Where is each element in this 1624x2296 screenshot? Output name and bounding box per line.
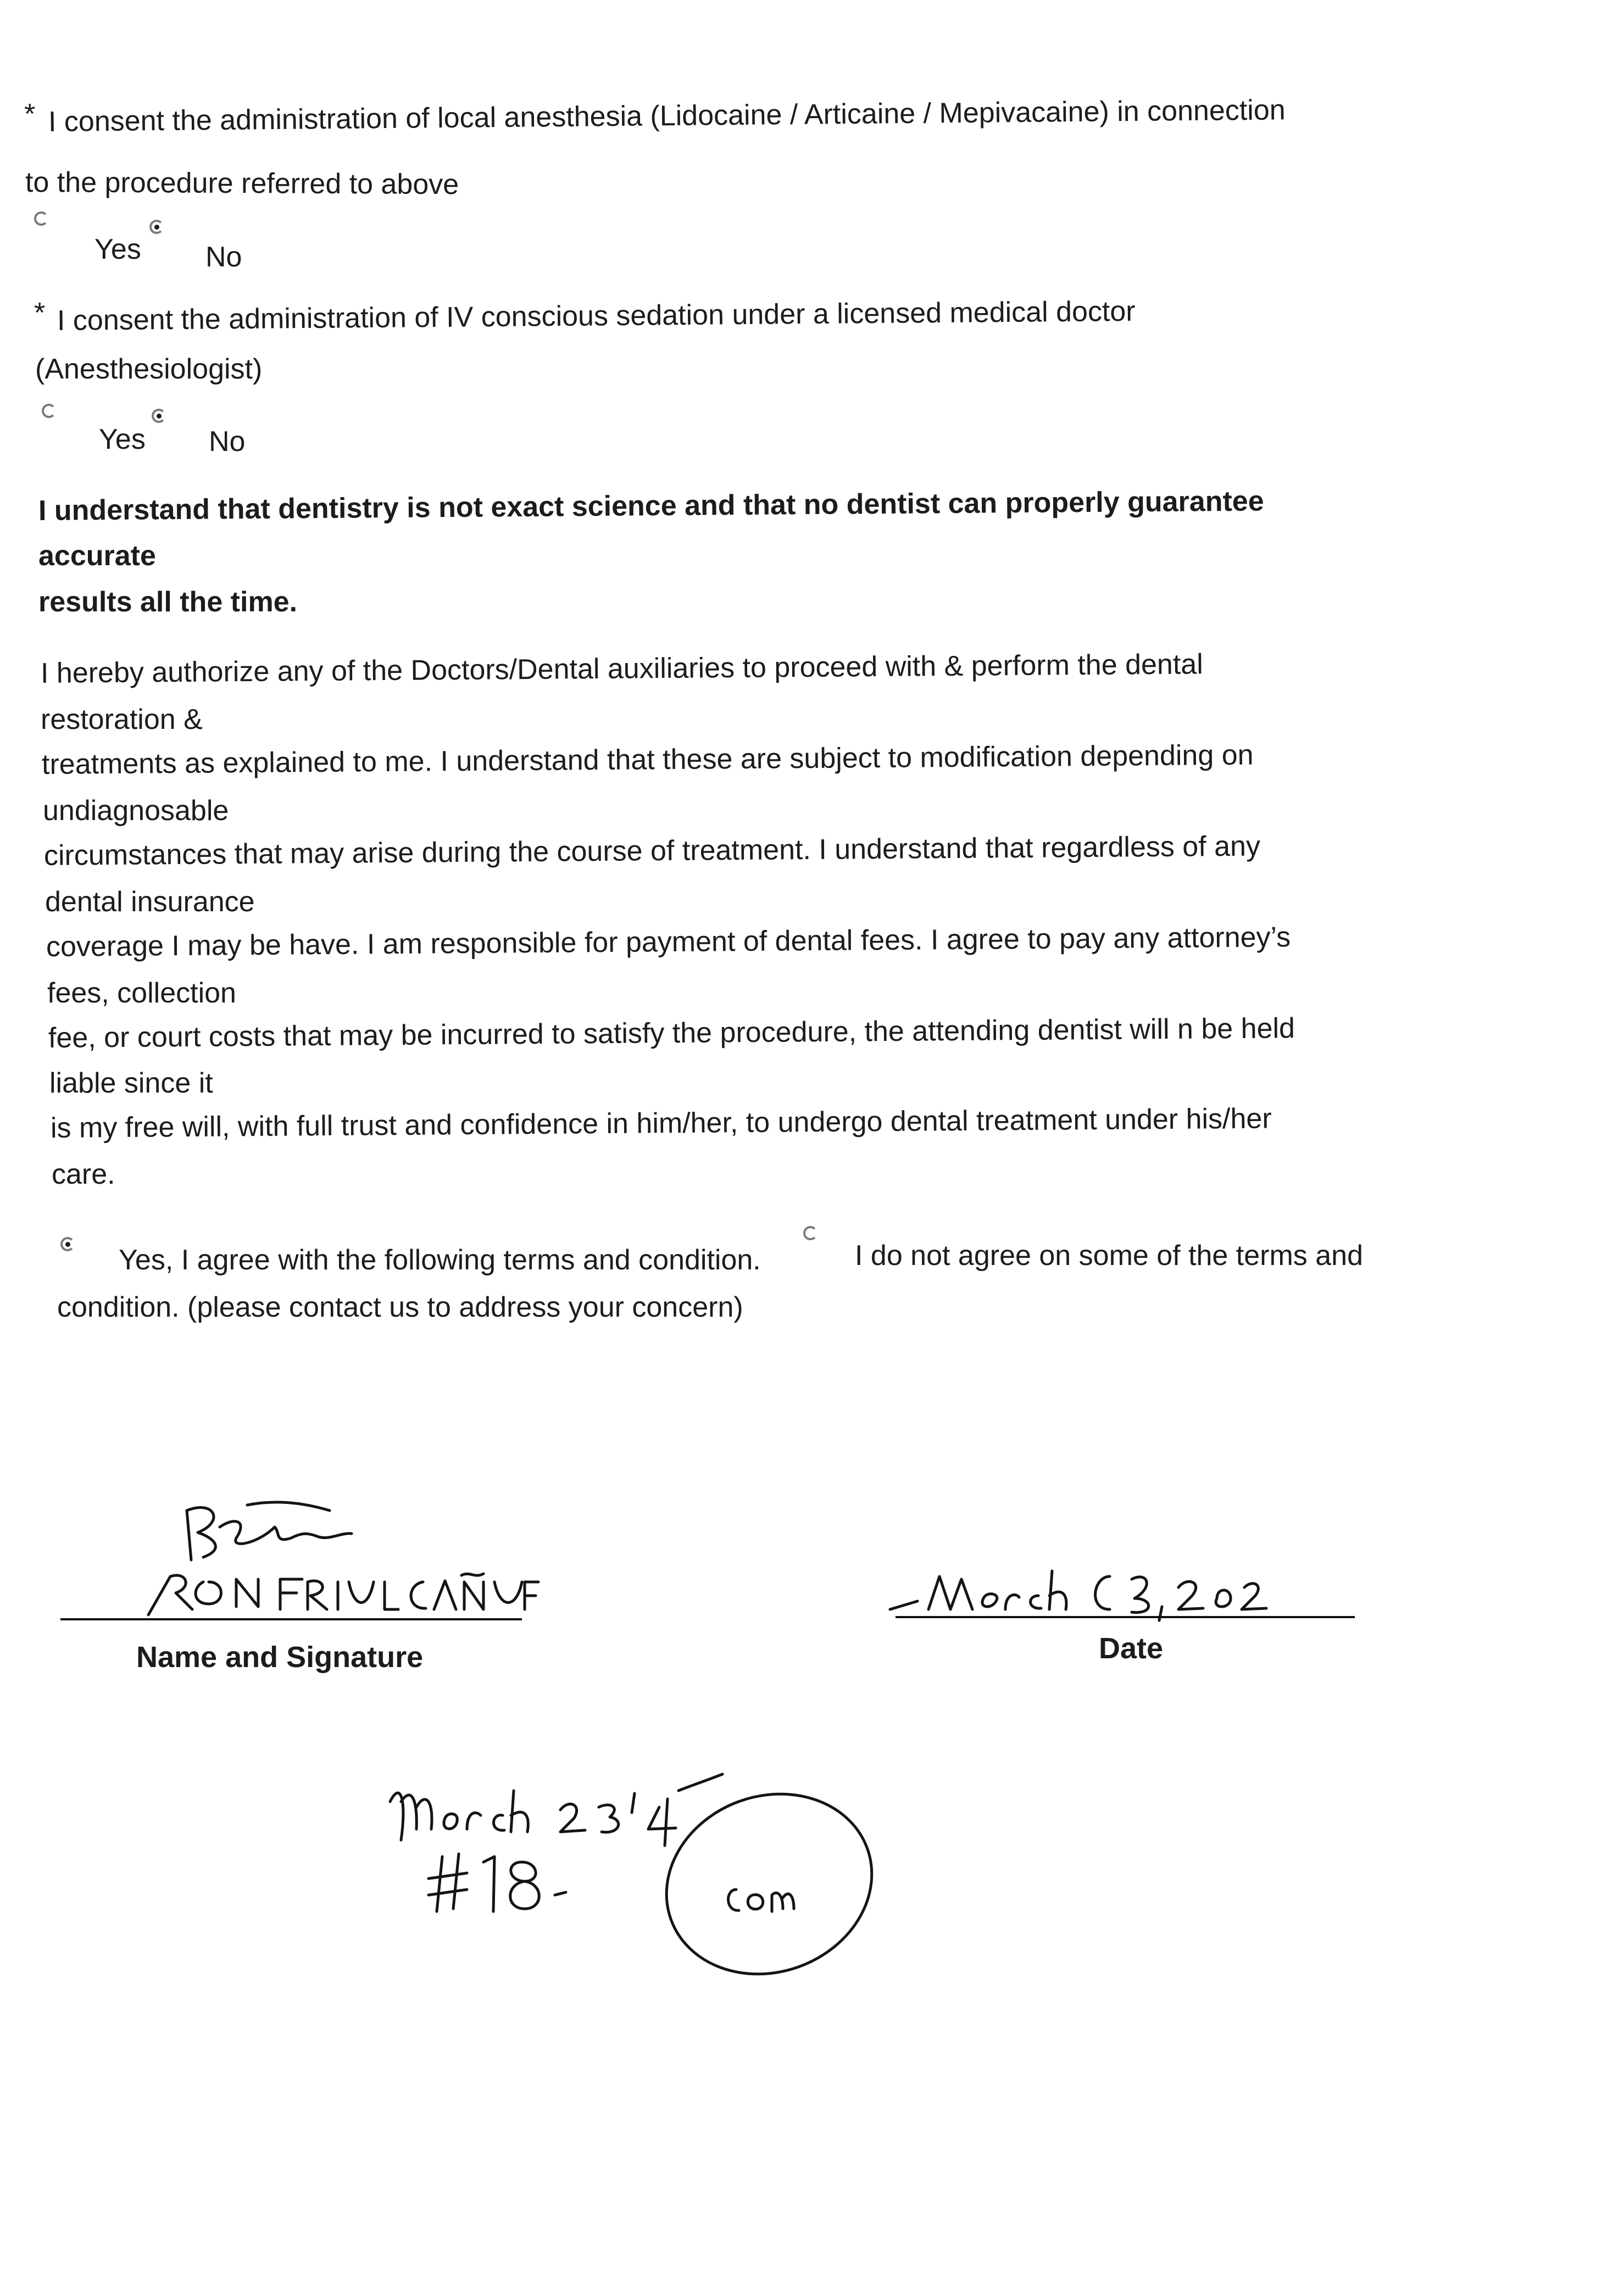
authorization-line: is my free will, with full trust and confidence in him/her, to undergo dental treatment under his/her [50,1102,1272,1144]
question-text-line1: I consent the administration of local anesthesia (Lidocaine / Articaine / Mepivacaine) in connection [48,94,1286,138]
authorization-line: coverage I may be have. I am responsible for payment of dental fees. I agree to pay any attorney’s [46,921,1291,963]
notice-line1: I understand that dentistry is not exact science and that no dentist can properly guarantee [38,485,1264,527]
annotation-number [423,1868,434,1874]
disagree-radio[interactable] [803,1226,817,1240]
no-label: No [205,241,242,273]
no-radio[interactable] [149,220,164,234]
annotation-date [385,1791,415,1797]
yes-radio[interactable] [42,404,56,418]
annotation-number-glyphs [418,1846,582,1917]
no-label: No [209,426,246,458]
required-asterisk: * [24,98,36,130]
question-text-line2: (Anesthesiologist) [35,353,263,385]
date-caption: Date [1099,1632,1164,1665]
notice-line3: results all the time. [38,586,298,618]
name-signature-line [60,1618,522,1620]
authorization-line: I hereby authorize any of the Doctors/Dental auxiliaries to proceed with & perform the dental [40,648,1203,689]
handwritten-name [165,1593,217,1599]
authorization-line: fee, or court costs that may be incurred to satisfy the procedure, the attending dentist will n be held [48,1012,1295,1054]
circled-note [648,1780,890,1988]
yes-radio[interactable] [34,211,48,226]
disagree-label-line1: I do not agree on some of the terms and [855,1240,1364,1272]
disagree-label-line2: condition. (please contact us to address your concern) [57,1291,743,1323]
yes-label: Yes [94,233,141,265]
no-radio[interactable] [152,409,166,423]
agree-radio[interactable] [60,1237,75,1251]
authorization-line: liable since it [49,1067,213,1099]
circled-note-text [736,1890,748,1896]
question-text-line2: to the procedure referred to above [25,166,459,201]
handwritten-signature [165,1494,363,1576]
handwritten-date-glyphs [879,1554,1275,1626]
name-signature-caption: Name and Signature [136,1641,424,1674]
question-text-line1: I consent the administration of IV conscious sedation under a licensed medical doctor [57,295,1136,337]
notice-line2: accurate [38,540,156,572]
handwritten-date [934,1593,972,1599]
authorization-line: fees, collection [47,977,236,1009]
yes-label: Yes [99,423,146,455]
authorization-line: care. [52,1158,115,1190]
agree-label: Yes, I agree with the following terms and condition. [119,1244,761,1276]
authorization-line: dental insurance [45,886,255,918]
authorization-line: restoration & [41,704,203,735]
required-asterisk: * [34,297,46,329]
authorization-line: treatments as explained to me. I understand that these are subject to modification depending on [41,739,1254,781]
authorization-line: circumstances that may arise during the course of treatment. I understand that regardless of any [43,830,1261,872]
date-signature-line [896,1616,1355,1618]
authorization-line: undiagnosable [43,795,229,827]
